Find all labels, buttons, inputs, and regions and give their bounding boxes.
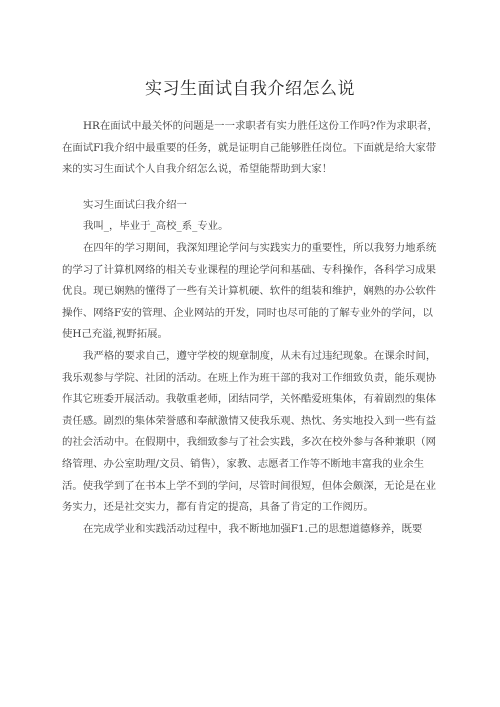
body-paragraph-4: 在完成学业和实践活动过程中，我不断地加强F1.己的思想道德修养，既要: [83, 522, 423, 535]
intro-paragraph: HR在面试中最关怀的问题是一一求职者有实力胜任这份工作吗?作为求职者，在面试Fl我介绍中最重要的任务，就是证明自己能够胜任岗位。下面就是给大家带来的实习生面试个人自我介绍怎么说，希望能帮助到大家！: [62, 120, 438, 176]
body-paragraph-1: 我叫_，毕业于_高校_系_专业。: [83, 220, 229, 233]
document-title: 实习生面试自我介绍怎么说: [145, 79, 355, 99]
section-heading: 实习生面试臼我介绍一: [83, 198, 187, 211]
body-paragraph-2: 在四年的学习期间，我深知理论学问与实践实力的重要性，所以我努力地系统的学习了计算机网络的相关专业课程的理论学问和基础、专科操作，各科学习成果优良。现已娴熟的懂得了一些有关计算机硬、软件的组装和维护，娴熟的办公软件操作、网络F安的管理、企业网站的开发，同时也尽可能的了解专业外的学问，以使H己充溢,视野拓展。: [62, 241, 437, 341]
body-paragraph-3: 我严格的要求自己，遵守学校的规章制度，从未有过违纪现象。在课余时间，我乐观参与学院、社团的活动。在班上作为班干部的我对工作细致负责，能乐观协作其它班委开展活动。我敬重老师，团结同学，关怀酷爱班集体，有着剧烈的集体责任感。剧烈的集体荣誉感和奉献激情又使我乐观、热忱、务实地投入到一些有益的社会活动中。在假期中，我细致参与了社会实践，多次在校外参与各种兼职（网络管理、办公室助理/文员、销售），家教、志愿者工作等不断地丰富我的业余生活。使我学到了在书本上学不到的学问，尽管时间很短，但体会颇深，无论是在业务实力，还是社交实力，都有肯定的提高，具备了肯定的工作阅历。: [62, 349, 437, 514]
section-spacer: [62, 181, 442, 195]
document-body: [62, 116, 442, 540]
